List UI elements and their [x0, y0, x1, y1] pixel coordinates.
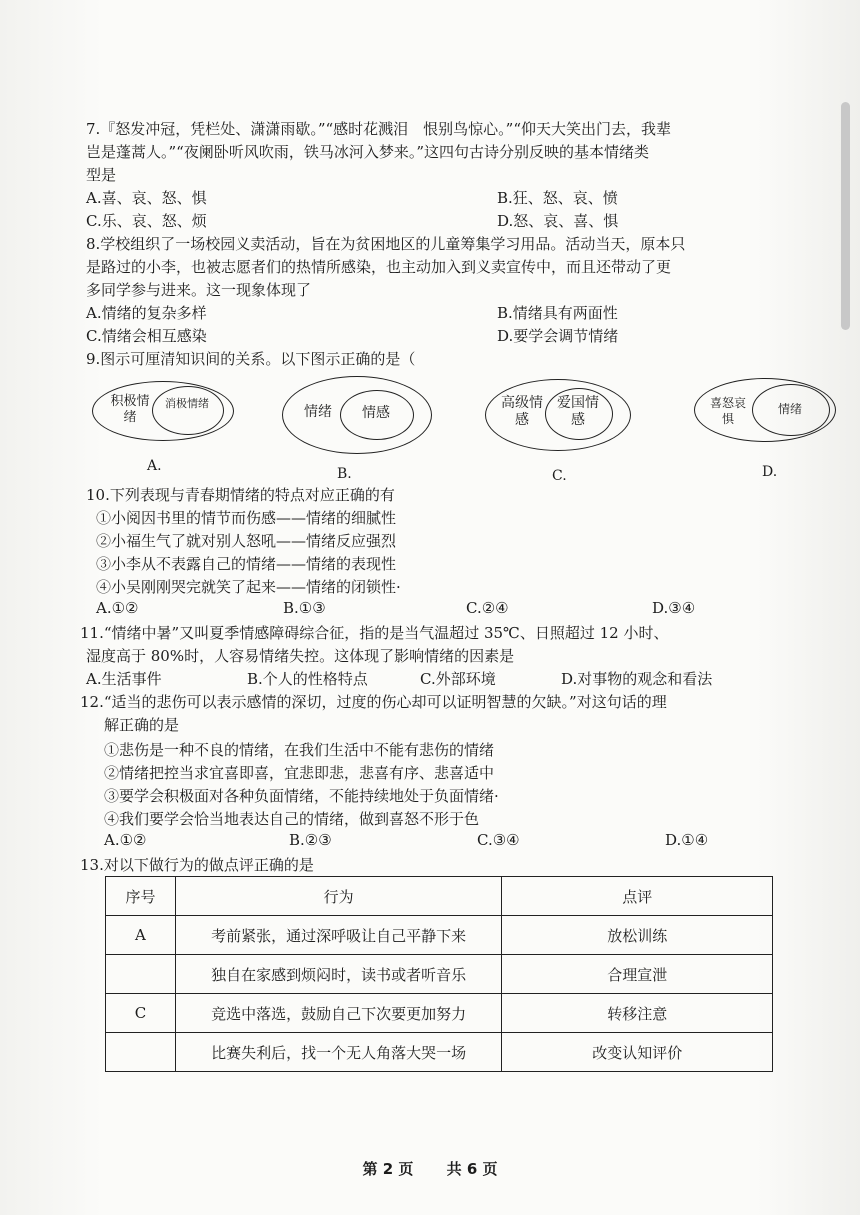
- diagram-d-inner-text: 情绪: [777, 402, 802, 416]
- table-header-cell: 序号: [106, 877, 176, 916]
- q11-option-a: A.生活事件: [86, 670, 162, 688]
- q12-statement-2: ②情绪把控当求宜喜即喜，宜悲即悲，悲喜有序、悲喜适中: [104, 764, 495, 782]
- q7-stem-line-3: 型是: [86, 166, 117, 184]
- q12-statement-3: ③要学会积极面对各种负面情绪，不能持续地处于负面情绪·: [104, 787, 499, 805]
- q10-statement-4: ④小吴刚刚哭完就笑了起来——情绪的闭锁性·: [96, 578, 401, 596]
- table-header-cell: 行为: [175, 877, 502, 916]
- q11-option-d: D.对事物的观念和看法: [561, 670, 713, 688]
- q7-stem-line-1: 7.『怒发冲冠，凭栏处、潇潇雨歇。”“感时花溅泪 恨别鸟惊心。”“仰天大笑出门去，我辈: [86, 120, 671, 138]
- q10-statement-3: ③小李从不表露自己的情绪——情绪的表现性: [96, 555, 397, 573]
- q10-option-d: D.③④: [652, 599, 696, 617]
- q8-option-c: C.情绪会相互感染: [86, 327, 207, 345]
- q12-statement-1: ①悲伤是一种不良的情绪，在我们生活中不能有悲伤的情绪: [104, 741, 495, 759]
- diagram-a-label: A.: [147, 458, 162, 474]
- table-row: [106, 994, 773, 1033]
- table-cell-behavior: 竞选中落选，鼓励自己下次要更加努力: [175, 994, 502, 1033]
- table-cell-index: [106, 1033, 176, 1072]
- q10-option-c: C.②④: [466, 599, 509, 617]
- diagram-c-inner-text: 爱国情感: [557, 395, 599, 428]
- q10-statement-2: ②小福生气了就对别人怒吼——情绪反应强烈: [96, 532, 397, 550]
- q8-stem-line-3: 多同学参与进来。这一现象体现了: [86, 281, 312, 299]
- q11-stem-line-2: 湿度高于 80%时，人容易情绪失控。这体现了影响情绪的因素是: [86, 647, 515, 665]
- diagram-a-outer-text: 积极情绪: [110, 394, 150, 425]
- q11-option-c: C.外部环境: [420, 670, 496, 688]
- table-cell-behavior: 比赛失利后，找一个无人角落大哭一场: [175, 1033, 502, 1072]
- q8-option-a: A.情绪的复杂多样: [86, 304, 207, 322]
- q7-option-c: C.乐、哀、怒、烦: [86, 212, 207, 230]
- table-row: [106, 955, 773, 994]
- diagram-d-label: D.: [762, 464, 778, 480]
- table-row: [106, 1033, 773, 1072]
- q8-option-b: B.情绪具有两面性: [497, 304, 618, 322]
- table-cell-comment: 改变认知评价: [502, 1033, 773, 1072]
- q12-stem-line-1: 12.“适当的悲伤可以表示感情的深切，过度的伤心却可以证明智慧的欠缺。”对这句话的理: [80, 693, 667, 711]
- q10-option-b: B.①③: [283, 599, 326, 617]
- q12-option-d: D.①④: [665, 831, 709, 849]
- table-cell-comment: 合理宣泄: [502, 955, 773, 994]
- diagram-c-outer-text: 高级情感: [501, 395, 543, 428]
- q8-stem-line-1: 8.学校组织了一场校园义卖活动，旨在为贫困地区的儿童筹集学习用品。活动当天，原本只: [86, 235, 686, 253]
- scrollbar-thumb[interactable]: [841, 102, 850, 330]
- q8-option-d: D.要学会调节情绪: [497, 327, 619, 345]
- q7-stem-line-2: 岂是蓬蒿人。”“夜阑卧听风吹雨，铁马冰河入梦来。”这四句古诗分别反映的基本情绪类: [86, 143, 650, 161]
- table-header-row: [106, 877, 773, 916]
- table-cell-index: [106, 955, 176, 994]
- diagram-b-inner-text: 情感: [362, 405, 390, 421]
- diagram-c-label: C.: [552, 468, 567, 484]
- q11-option-b: B.个人的性格特点: [247, 670, 368, 688]
- q10-option-a: A.①②: [96, 599, 139, 617]
- table-cell-index: C: [106, 994, 176, 1033]
- q12-stem-line-2: 解正确的是: [104, 716, 180, 734]
- table-row: [106, 916, 773, 955]
- q10-statement-1: ①小阅因书里的情节而伤感——情绪的细腻性: [96, 509, 397, 527]
- q7-option-d: D.怒、哀、喜、惧: [497, 212, 619, 230]
- table-header-cell: 点评: [502, 877, 773, 916]
- table-cell-comment: 转移注意: [502, 994, 773, 1033]
- q8-stem-line-2: 是路过的小李，也被志愿者们的热情所感染，也主动加入到义卖宣传中，而且还带动了更: [86, 258, 672, 276]
- page-number: 第 2 页: [362, 1160, 414, 1178]
- q11-stem-line-1: 11.“情绪中暑”又叫夏季情感障碍综合征，指的是当气温超过 35℃、日照超过 12 小时、: [80, 624, 669, 642]
- q12-option-a: A.①②: [104, 831, 147, 849]
- q10-stem: 10.下列表现与青春期情绪的特点对应正确的有: [86, 486, 395, 504]
- diagram-b-outer-text: 情绪: [304, 404, 332, 420]
- diagram-b-label: B.: [337, 466, 352, 482]
- diagram-d-outer-text: 喜怒哀惧: [710, 396, 747, 426]
- q12-statement-4: ④我们要学会恰当地表达自己的情绪，做到喜怒不形于色: [104, 810, 480, 828]
- page-footer: [0, 1158, 860, 1179]
- q7-option-a: A.喜、哀、怒、惧: [86, 189, 207, 207]
- diagram-a-inner-text: 消极情绪: [165, 397, 209, 410]
- q7-option-b: B.狂、怒、哀、愤: [497, 189, 618, 207]
- q12-option-c: C.③④: [477, 831, 520, 849]
- table-cell-behavior: 独自在家感到烦闷时，读书或者听音乐: [175, 955, 502, 994]
- table-cell-comment: 放松训练: [502, 916, 773, 955]
- table-cell-behavior: 考前紧张，通过深呼吸让自己平静下来: [175, 916, 502, 955]
- q9-stem: 9.图示可厘清知识间的关系。以下图示正确的是（: [86, 350, 416, 368]
- total-pages: 共 6 页: [446, 1160, 498, 1178]
- q12-option-b: B.②③: [289, 831, 332, 849]
- q13-stem: 13.对以下做行为的做点评正确的是: [80, 856, 314, 874]
- q13-table: [105, 876, 773, 1072]
- table-cell-index: A: [106, 916, 176, 955]
